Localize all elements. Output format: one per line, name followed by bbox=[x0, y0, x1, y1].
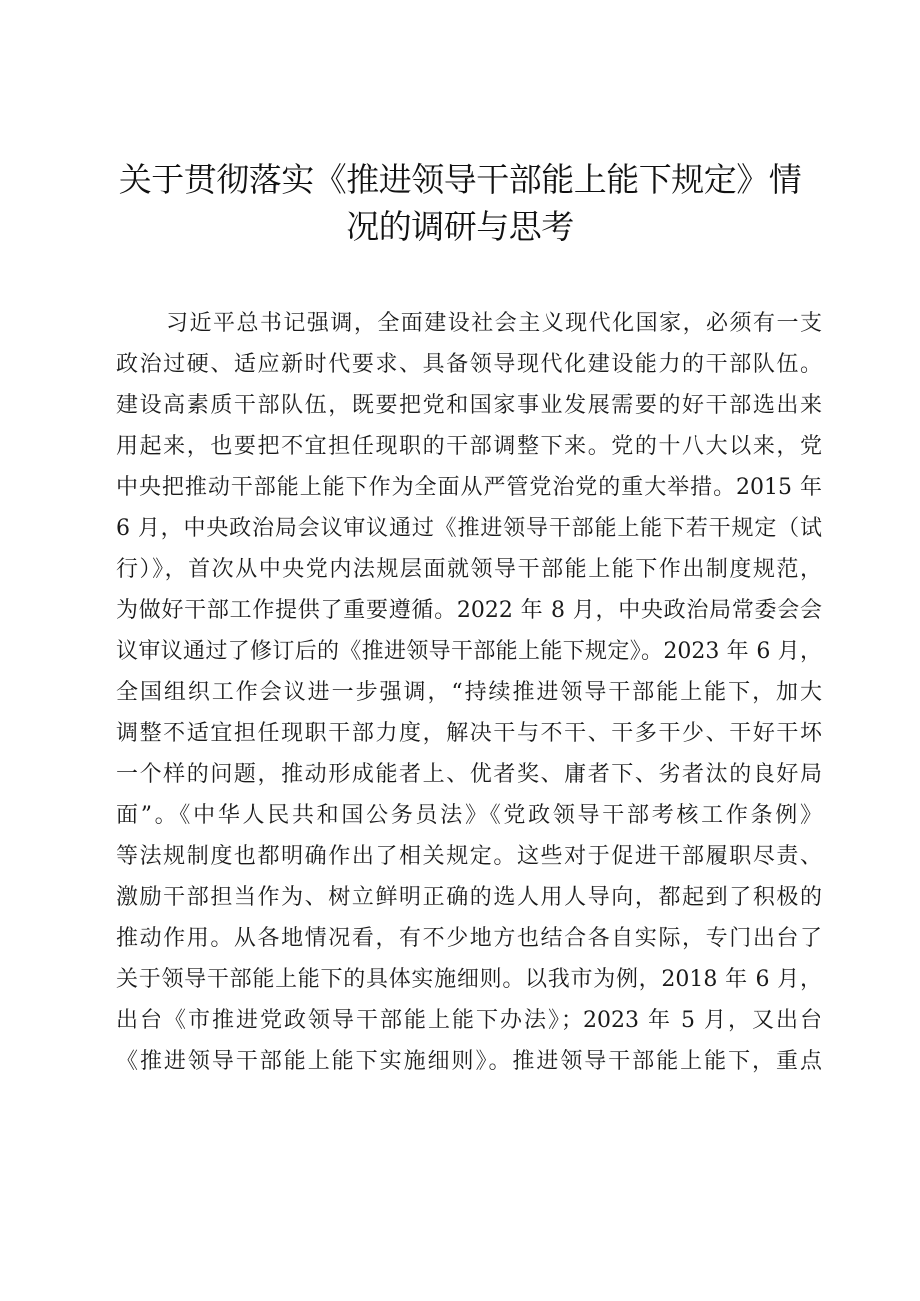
title-line-2: 况的调研与思考 bbox=[346, 207, 574, 246]
text-line: 调整不适宜担任现职干部力度，解决干与不干、干多干少、干好干坏 bbox=[116, 721, 822, 746]
text-line: 6 月，中央政治局会议审议通过《推进领导干部能上能下若干规定（试 bbox=[116, 516, 822, 541]
text-line: 出台《市推进党政领导干部能上能下办法》；2023 年 5 月，又出台 bbox=[116, 1008, 822, 1033]
text-line: 中央把推动干部能上能下作为全面从严管党治党的重大举措。2015 年 bbox=[116, 475, 822, 500]
text-line: 政治过硬、适应新时代要求、具备领导现代化建设能力的干部队伍。 bbox=[116, 352, 822, 377]
text-line: 关于领导干部能上能下的具体实施细则。以我市为例，2018 年 6 月， bbox=[116, 967, 822, 992]
document-title bbox=[100, 156, 820, 250]
body-paragraph bbox=[116, 303, 822, 1082]
text-line: 行）》，首次从中央党内法规层面就领导干部能上能下作出制度规范， bbox=[116, 557, 822, 582]
text-line: 面”。《中华人民共和国公务员法》《党政领导干部考核工作条例》 bbox=[116, 803, 822, 828]
text-line: 一个样的问题，推动形成能者上、优者奖、庸者下、劣者汰的良好局 bbox=[116, 762, 822, 787]
text-line: 全国组织工作会议进一步强调，“持续推进领导干部能上能下，加大 bbox=[116, 680, 822, 705]
text-line: 建设高素质干部队伍，既要把党和国家事业发展需要的好干部选出来 bbox=[116, 393, 822, 418]
text-line: 推动作用。从各地情况看，有不少地方也结合各自实际，专门出台了 bbox=[116, 926, 822, 951]
title-line-1: 关于贯彻落实《推进领导干部能上能下规定》情 bbox=[118, 160, 802, 199]
text-line: 议审议通过了修订后的《推进领导干部能上能下规定》。2023 年 6 月， bbox=[116, 639, 822, 664]
text-line: 习近平总书记强调，全面建设社会主义现代化国家，必须有一支 bbox=[166, 311, 822, 336]
text-line: 激励干部担当作为、树立鲜明正确的选人用人导向，都起到了积极的 bbox=[116, 885, 822, 910]
text-line: 为做好干部工作提供了重要遵循。2022 年 8 月，中央政治局常委会会 bbox=[116, 598, 822, 623]
text-line: 等法规制度也都明确作出了相关规定。这些对于促进干部履职尽责、 bbox=[116, 844, 822, 869]
text-line: 用起来，也要把不宜担任现职的干部调整下来。党的十八大以来，党 bbox=[116, 434, 822, 459]
text-line: 《推进领导干部能上能下实施细则》。推进领导干部能上能下，重点 bbox=[116, 1049, 822, 1074]
